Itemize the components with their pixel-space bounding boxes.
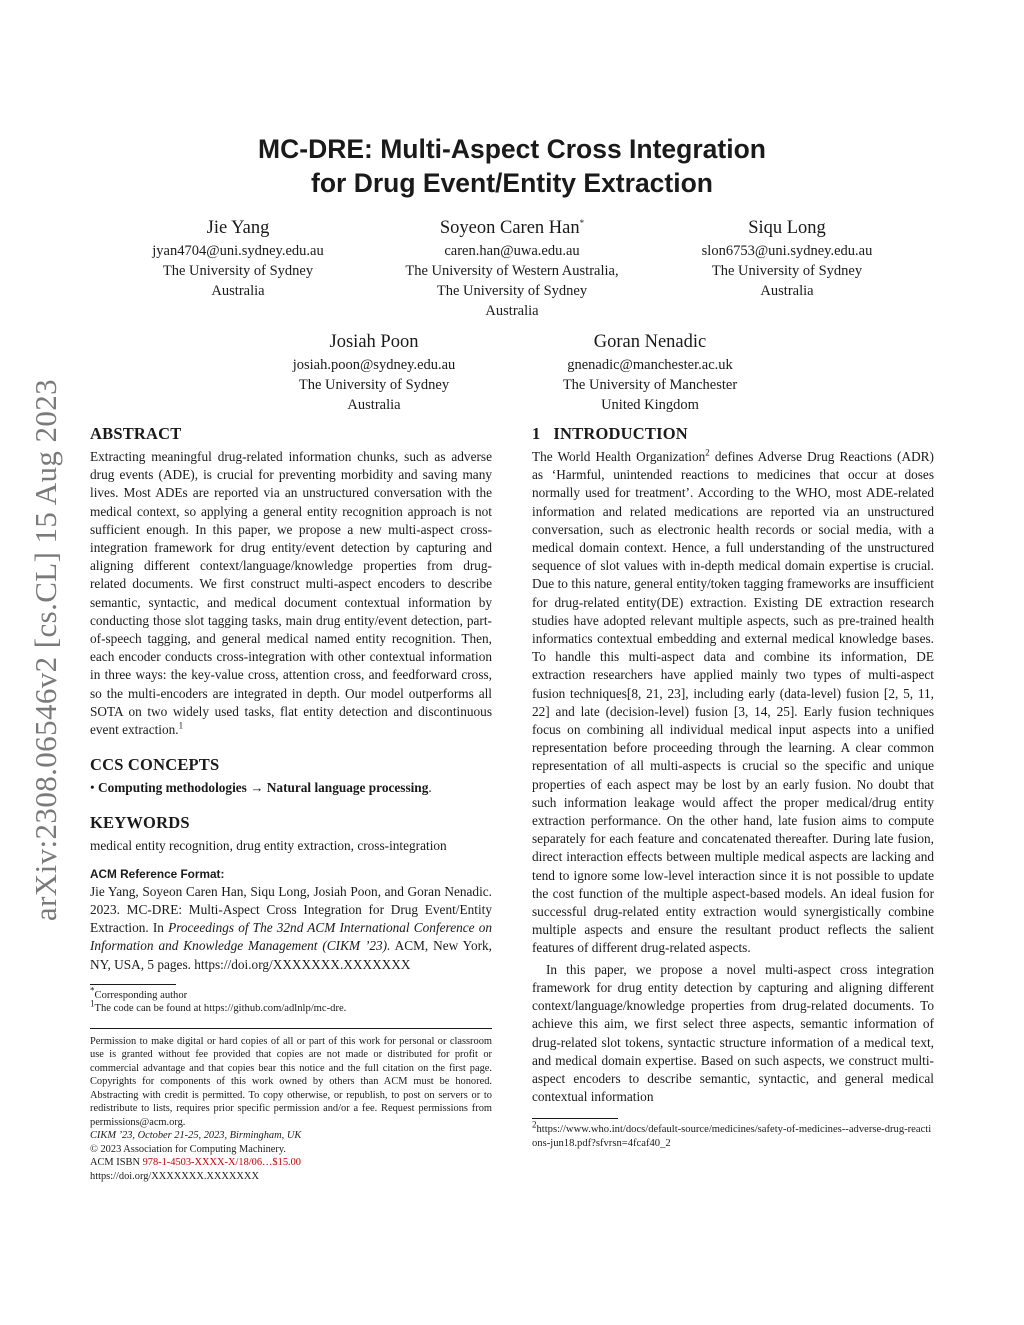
right-column bbox=[532, 424, 934, 1150]
author-name: Siqu Long bbox=[748, 218, 826, 238]
title-line-2: for Drug Event/Entity Extraction bbox=[311, 168, 713, 198]
author-block-3 bbox=[658, 216, 916, 301]
introduction-paragraph-2: In this paper, we propose a novel multi-aspect cross integration framework for drug entity detection by capturing and aligning different context/language/knowledge properties from drug-related documents. To achieve this aim, we first select three aspects, semantic information of drug-related slot tokens, syntactic structure information of a medical text, and medical domain expertise. Based on such aspects, we construct multi-aspect encoders to describe semantic, syntactic, and general medical contextual information bbox=[532, 961, 934, 1105]
footnote-code: $^1$The code can be found at https://github.com/adlnlp/mc-dre. bbox=[90, 998, 347, 1015]
footnote-corresponding: *Corresponding author bbox=[90, 985, 188, 1001]
footnote-rule-right bbox=[532, 1118, 618, 1119]
footnote-rule bbox=[90, 984, 176, 985]
keywords-heading: KEYWORDS bbox=[90, 813, 190, 833]
acm-reference-text: Jie Yang, Soyeon Caren Han, Siqu Long, Josiah Poon, and Goran Nenadic. 2023. MC-DRE: Multi-Aspect Cross Integration for Drug Event/Entity Extraction. In Proceedings of The 32nd ACM International Conference on Information and Knowledge Management (CIKM ’23). ACM, New York, NY, USA, 5 pages. https://doi.org/XXXXXXX.XXXXXXX bbox=[90, 883, 493, 972]
author-email: slon6753@uni.sydney.edu.au bbox=[701, 243, 873, 259]
permission-rule bbox=[90, 1028, 492, 1029]
conference-line: CIKM ’23, October 21-25, 2023, Birmingham, UK bbox=[90, 1130, 302, 1142]
introduction-paragraph-1: The World Health Organization$^2$ defines Adverse Drug Reactions (ADR) as ‘Harmful, unintended reactions to medicines that occur at doses normally used for treatment’. According to the WHO, most ADE-related information and related medications are reported via an unstructured conversation, such as electronic health records or social media, with a medical domain context. Hence, a full understanding of the unstructured sequence of slot values with in-depth medical domain expertise is crucial. Due to this nature, general entity/token tagging frameworks are insufficient for drug-related entity(DE) extraction. Existing DE extraction research studies have adopted relevant multiple aspects, such as pre-trained health informatics contextual embedding and external medical knowledge bases. To handle this multi-aspect data and combine its information, DE extraction researchers have applied mainly two types of multi-aspect fusion techniques[8, 21, 23], including early (data-level) fusion [2, 5, 11, 22] and late (decision-level) fusion [3, 14, 25]. Early fusion techniques focus on combining all individual medical input aspects into a unified representation before proceeding through the learning. A clear common representation of all multi-aspects is crucial so the specific and unique properties of each aspect may be lost by an early fusion. No doubt that such information leakage would affect the proper medical/drug entity extraction performance. On the other hand, late fusion aims to compute separately for each feature and concatenated thereafter. During late fusion, direct interaction effects between multiple medical aspects are lacking and tend to ignore some low-level interaction since it is not possible to update the cost function of the multiple aspect-based models. An ideal fusion for successful drug-related entity extraction would synergistically combine multiple aspects and ensure the resultant product reflects the salient features of different drug-related aspects. bbox=[532, 447, 934, 956]
isbn-link[interactable]: 978-1-4503-XXXX-X/18/06…$15.00 bbox=[142, 1157, 302, 1169]
acm-reference-heading: ACM Reference Format: bbox=[90, 866, 225, 881]
author-name: Goran Nenadic bbox=[593, 332, 707, 352]
abstract-heading: ABSTRACT bbox=[90, 424, 182, 443]
doi-line[interactable]: https://doi.org/XXXXXXX.XXXXXXX bbox=[90, 1170, 259, 1182]
paper-title bbox=[0, 132, 1024, 200]
author-affiliation-2: The University of Sydney bbox=[436, 283, 588, 299]
author-affiliation: The University of Manchester bbox=[562, 377, 738, 393]
copyright-line: © 2023 Association for Computing Machinery. bbox=[90, 1143, 286, 1155]
author-email: caren.han@uwa.edu.au bbox=[444, 243, 580, 259]
author-block-5 bbox=[522, 330, 778, 415]
author-block-2 bbox=[372, 216, 652, 321]
author-affiliation: The University of Western Australia, bbox=[405, 263, 619, 279]
author-name: Jie Yang bbox=[206, 218, 270, 238]
author-country: United Kingdom bbox=[601, 397, 699, 413]
author-name: Soyeon Caren Han* bbox=[439, 217, 585, 238]
author-block-4 bbox=[246, 330, 502, 415]
author-country: Australia bbox=[347, 397, 401, 413]
arxiv-identifier: arXiv:2308.06546v2 [cs.CL] 15 Aug 2023 bbox=[28, 378, 63, 922]
author-country: Australia bbox=[485, 303, 539, 319]
author-country: Australia bbox=[211, 283, 265, 299]
footnote-mark: 1 bbox=[178, 720, 184, 731]
author-affiliation: The University of Sydney bbox=[162, 263, 314, 279]
author-country: Australia bbox=[760, 283, 814, 299]
introduction-heading: 1 INTRODUCTION bbox=[532, 424, 688, 443]
author-email: gnenadic@manchester.ac.uk bbox=[567, 357, 733, 373]
left-column bbox=[90, 424, 492, 1183]
author-affiliation: The University of Sydney bbox=[298, 377, 450, 393]
footnote-mark: 2 bbox=[705, 447, 710, 458]
footnote-who: $^2$https://www.who.int/docs/default-source/medicines/safety-of-medicines--adverse-drug-reactions-jun18.pdf?sfvrsn=4fcaf40_2 bbox=[532, 1119, 932, 1149]
acm-reference bbox=[90, 865, 492, 974]
ccs-item: • Computing methodologies → Natural language processing. bbox=[90, 780, 432, 796]
abstract-text: Extracting meaningful drug-related information chunks, such as adverse drug events (ADE), is crucial for preventing morbidity and saving many lives. Most ADEs are reported via an unstructured conversation with the medical context, so applying a general entity recognition approach is not sufficient enough. In this paper, we propose a new multi-aspect cross-integration framework for drug entity/event detection by capturing and aligning different context/language/knowledge properties from drug-related documents. We first construct multi-aspect encoders to describe semantic, syntactic, and medical document contextual information by conducting those slot tagging tasks, main drug entity/event detection, part-of-speech tagging, and general medical named entity recognition. Then, each encoder conducts cross-integration with other contextual information in three ways: the key-value cross, attention cross, and feedforward cross, so the multi-encoders are integrated in depth. Our model outperforms all SOTA on two widely used tasks, flat entity detection and discontinuous event extraction.$^1$ bbox=[90, 449, 492, 738]
keywords-text: medical entity recognition, drug entity extraction, cross-integration bbox=[90, 838, 447, 854]
author-name: Josiah Poon bbox=[329, 332, 419, 352]
author-affiliation: The University of Sydney bbox=[711, 263, 863, 279]
corresponding-mark: * bbox=[579, 217, 585, 228]
author-email: jyan4704@uni.sydney.edu.au bbox=[152, 243, 324, 259]
author-email: josiah.poon@sydney.edu.au bbox=[292, 357, 456, 373]
ccs-heading: CCS CONCEPTS bbox=[90, 755, 220, 775]
author-block-1 bbox=[110, 216, 366, 301]
permission-notice: Permission to make digital or hard copies of all or part of this work for personal or classroom use is granted without fee provided that copies are not made or distributed for profit or commercial advantage and that copies bear this notice and the full citation on the first page. Copyrights for components of this work owned by others than ACM must be honored. Abstracting with credit is permitted. To copy otherwise, or republish, to post on servers or to redistribute to lists, requires prior specific permission and/or a fee. Request permissions from permissions@acm.org. bbox=[90, 1035, 492, 1128]
title-line-1: MC-DRE: Multi-Aspect Cross Integration bbox=[258, 134, 766, 164]
isbn-line: ACM ISBN 978-1-4503-XXXX-X/18/06…$15.00 bbox=[90, 1157, 302, 1169]
